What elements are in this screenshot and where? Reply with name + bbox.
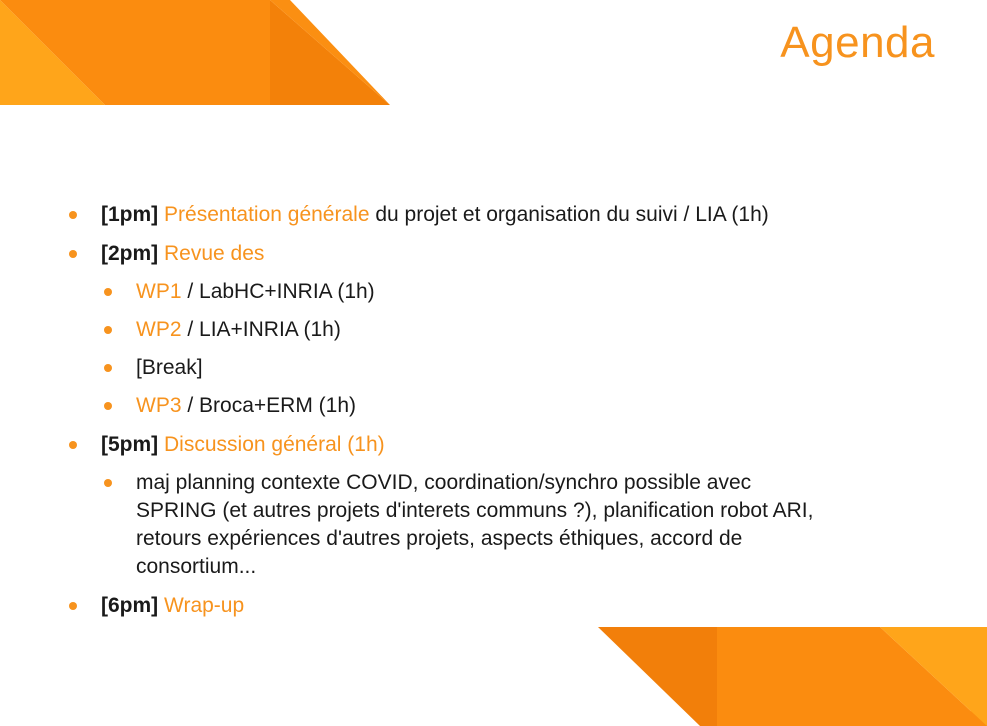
agenda-subitem-wp2 [136,316,341,344]
bullet-icon [104,402,112,410]
bullet-icon [69,441,77,449]
agenda-subitem-break [136,354,203,382]
agenda-time: [5pm] [101,433,159,456]
agenda-topic: Wrap-up [164,594,245,617]
bullet-icon [104,364,112,372]
agenda-item-5pm [101,431,385,459]
bullet-icon [69,250,77,258]
break-label: [Break] [136,356,203,379]
agenda-item-6pm [101,592,244,620]
wp-detail: / LabHC+INRIA (1h) [181,280,375,303]
bullet-icon [69,211,77,219]
bullet-icon [104,326,112,334]
agenda-subitem-wp3 [136,392,356,420]
agenda-item-2pm [101,240,264,268]
slide-title: Agenda [780,18,935,67]
wp-label: WP3 [136,394,182,417]
agenda-time: [1pm] [101,203,159,226]
wp-detail: / Broca+ERM (1h) [181,394,356,417]
wp-label: WP1 [136,280,182,303]
agenda-item-1pm [101,201,769,229]
agenda-topic: Revue des [164,242,265,265]
wp-label: WP2 [136,318,182,341]
agenda-topic: Présentation générale [164,203,370,226]
agenda-time: [2pm] [101,242,159,265]
agenda-subitem-wp1 [136,278,375,306]
discussion-line-4: consortium... [136,555,257,578]
agenda-topic: Discussion général (1h) [164,433,385,456]
discussion-line-1: maj planning contexte COVID, coordination/synchro possible avec [136,471,752,494]
bullet-icon [69,602,77,610]
bullet-icon [104,479,112,487]
bullet-icon [104,288,112,296]
wp-detail: / LIA+INRIA (1h) [181,318,341,341]
agenda-detail: du projet et organisation du suivi / LIA (1h) [369,203,769,226]
discussion-line-3: retours expériences d'autres projets, aspects éthiques, accord de [136,527,743,550]
discussion-line-2: SPRING (et autres projets d'interets communs ?), planification robot ARI, [136,499,814,522]
agenda-time: [6pm] [101,594,159,617]
agenda-subitem-discussion [136,469,813,581]
